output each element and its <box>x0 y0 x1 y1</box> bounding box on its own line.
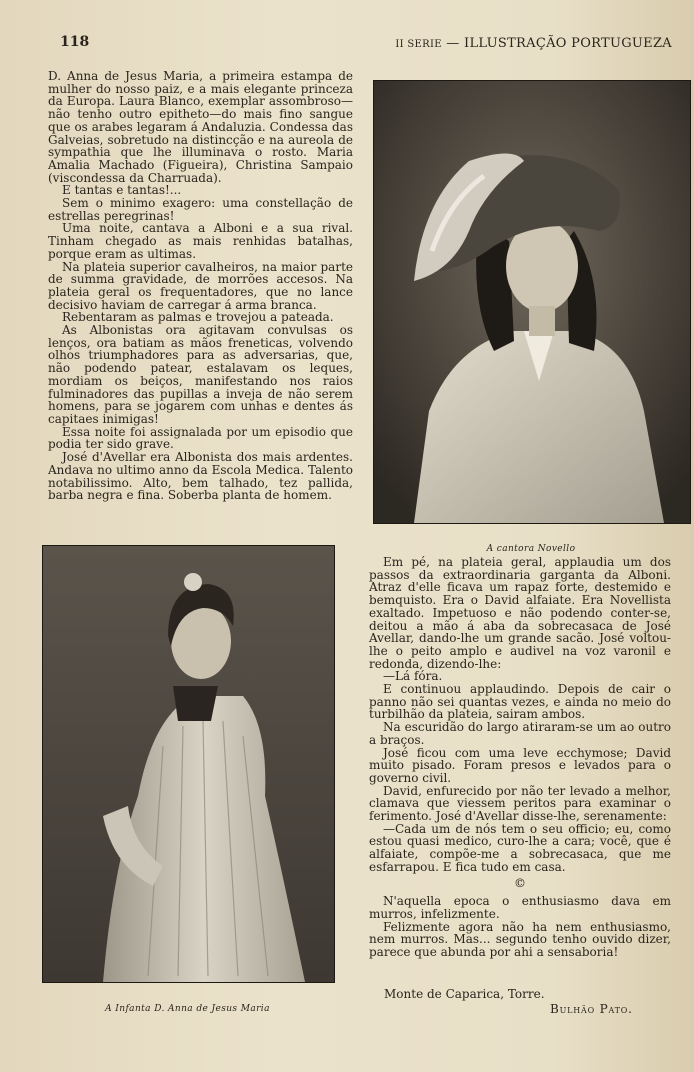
paragraph: As Albonistas ora agitavam convulsas os lenços, ora batiam as mãos freneticas, volvendo olhos triumphadores para as adversarias, que, não podendo patear, estalavam os leques, mordiam os beiços, manifestando nos raios fulminadores das pupillas a inveja de não serem homens, para se jogarem com unhas e dentes ás capitaes inimigas! <box>48 323 353 426</box>
page-number: 118 <box>60 34 90 50</box>
paragraph: Na plateia superior cavalheiros, na maior parte de summa gravidade, de morrões accesos. Na plateia geral os frequentadores, que no lance decisivo haviam de carregar á arma branca. <box>48 259 353 312</box>
paragraph: E tantas e tantas!... <box>62 183 182 198</box>
caption-novello: A cantora Novello <box>486 544 576 554</box>
paragraph: N'aquella epoca o enthusiasmo dava em murros, infelizmente. <box>369 894 671 921</box>
paragraph: Felizmente agora não ha nem enthusiasmo, nem murros. Mas... segundo tenho ouvido dizer, parece que abunda por ahi a sensaboria! <box>369 919 671 960</box>
header-dash: — <box>446 36 460 51</box>
paragraph: D. Anna de Jesus Maria, a primeira estampa de mulher do nosso paiz, e a mais elegante princeza da Europa. Laura Blanco, exemplar assombroso—não tenho outro epitheto—do mais fino sangue que os arabes legaram á Andaluzia. Condessa das Galveias, sobretudo na distincção e na aureola de sympathia que lhe illuminava o rosto. Maria Amalia Machado (Figueira), Christina Sampaio (viscondessa da Charruada). <box>48 69 353 185</box>
paragraph: Rebentaram as palmas e trovejou a pateada. <box>62 310 334 325</box>
paragraph: Uma noite, cantava a Alboni e a sua rival. Tinham chegado as mais renhidas batalhas, porque eram as ultimas. <box>48 221 353 261</box>
caption-infanta: A Infanta D. Anna de Jesus Maria <box>105 1004 270 1014</box>
paragraph: Essa noite foi assignalada por um episodio que podia ter sido grave. <box>48 424 353 452</box>
series-label: II SERIE <box>395 39 442 50</box>
photo-infanta <box>42 545 335 983</box>
paragraph: —Cada um de nós tem o seu officio; eu, como estou quasi medico, curo-lhe a cara; você, que é alfaiate, compõe-me a sobrecasaca, que me esfarrapou. E fica tudo em casa. <box>369 821 671 874</box>
photo-singer-novello <box>373 80 691 524</box>
dateline-place: Monte de Caparica, Torre. <box>384 987 545 1001</box>
magazine-title: ILLUSTRAÇÃO PORTUGUEZA <box>464 36 672 51</box>
section-separator-ornament: © <box>514 875 526 890</box>
running-head <box>395 36 672 51</box>
portrait-novello-image <box>374 81 690 523</box>
paragraph: Em pé, na plateia geral, applaudia um dos passos da extraordinaria garganta da Alboni. Atraz d'elle ficava um rapaz forte, destemido e bemquisto. Era o David alfaiate. Era Novellista exaltado. Impetuoso e não podendo conter-se, deitou a mão á aba da sobrecasaca de José Avellar, dando-lhe um grande sacão. José voltou-lhe o peito amplo e audivel na voz varonil e redonda, dizendo-lhe: <box>369 555 671 671</box>
paragraph: Na escuridão do largo atiraram-se um ao outro a braços. <box>369 720 671 747</box>
paragraph: David, enfurecido por não ter levado a melhor, clamava que viessem peritos para examinar o ferimento. José d'Avellar disse-lhe, serenamente: <box>369 783 671 824</box>
portrait-infanta-image <box>43 546 334 982</box>
paragraph: José d'Avellar era Albonista dos mais ardentes. Andava no ultimo anno da Escola Medica. Talento notabilissimo. Alto, bem talhado, tez pallida, barba negra e fina. Soberba planta de homem. <box>48 450 353 503</box>
left-text-column <box>48 70 353 502</box>
paragraph: Sem o minimo exagero: uma constellação de estrellas peregrinas! <box>48 196 353 223</box>
paragraph: José ficou com uma leve ecchymose; David muito pisado. Foram presos e levados para o governo civil. <box>369 745 671 785</box>
paragraph: —Lá fóra. <box>383 669 443 684</box>
author-signature: Bulhão Pato. <box>550 1002 633 1016</box>
right-text-column <box>369 556 671 959</box>
paragraph: E continuou applaudindo. Depois de cair o panno não sei quantas vezes, e ainda no meio do turbilhão da plateia, sairam ambos. <box>369 682 671 722</box>
